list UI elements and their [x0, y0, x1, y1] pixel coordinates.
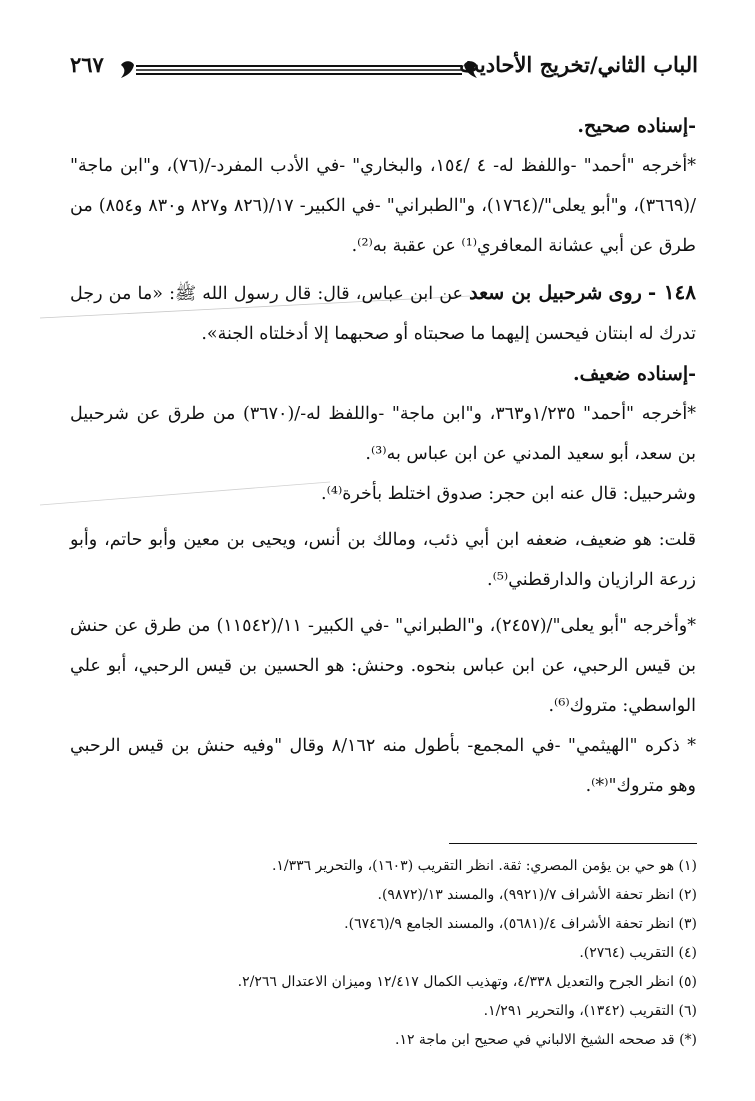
header-ornament-rule	[120, 59, 478, 81]
footnote: (*) قد صححه الشيخ الالباني في صحيح ابن ماجة ١٢.	[394, 1032, 697, 1048]
hadith-narrator: شرحبيل بن سعد	[469, 282, 603, 304]
chapter-title: الباب الثاني/تخريج الأحاديث	[459, 52, 698, 77]
page-number: ٢٦٧	[70, 52, 104, 77]
footnote-separator	[449, 843, 697, 844]
hadith-148	[70, 272, 696, 354]
isnad-daif-heading: -إسناده ضعيف.	[573, 363, 696, 385]
isnad-sahih-heading: -إسناده صحيح.	[577, 115, 696, 137]
takhrij-paragraph-1: *أخرجه "أحمد" -واللفظ له- ٤ /١٥٤، والبخاري" -في الأدب المفرد-/(٧٦)، و"ابن ماجة" /(٣٦٦٩)، و"أبو يعلى"/(١٧٦٤)، و"الطبراني" -في الكبير- ١٧/(٨٢٦ و٨٢٧ و٨٣٠ و٨٥٤) من طرق عن أبي عشانة المعافري⁽¹⁾ عن عقبة به⁽²⁾.	[70, 156, 697, 256]
hadith-verb: روى	[608, 282, 642, 304]
page-header	[70, 52, 698, 88]
haythami-note: * ذكره "الهيثمي" -في المجمع- بأطول منه ٨/١٦٢ وقال "وفيه حنش بن قيس الرحبي وهو متروك"⁽*⁾.	[70, 736, 696, 796]
footnote: (١) هو حي بن يؤمن المصري: ثقة. انظر التقريب (١٦٠٣)، والتحرير ١/٣٣٦.	[271, 858, 697, 874]
hadith-text: عن ابن عباس، قال: قال رسول الله ﷺ: «ما من رجل تدرك له ابنتان فيحسن إليهما ما صحبتاه أو صحبهما إلا أدخلتاه الجنة».	[70, 284, 696, 344]
takhrij-paragraph-2: *أخرجه "أحمد" ١/٢٣٥و٣٦٣، و"ابن ماجة" -واللفظ له-/(٣٦٧٠) من طرق عن شرحبيل بن سعد، أبو سعيد المدني عن ابن عباس به⁽³⁾.	[70, 404, 696, 464]
footnote: (٤) التقريب (٢٧٦٤).	[579, 945, 697, 961]
takhrij-paragraph-3: *وأخرجه "أبو يعلى"/(٢٤٥٧)، و"الطبراني" -في الكبير- ١١/(١١٥٤٢) من طرق عن حنش بن قيس الرحبي، عن ابن عباس بنحوه. وحنش: هو الحسين بن قيس الرحبي، أبو علي الواسطي: متروك⁽⁶⁾.	[70, 616, 697, 716]
footnote: (٦) التقريب (١٣٤٢)، والتحرير ١/٢٩١.	[483, 1003, 697, 1019]
narrator-note: وشرحبيل: قال عنه ابن حجر: صدوق اختلط بأخرة⁽⁴⁾.	[321, 484, 696, 504]
hadith-number: ١٤٨ -	[647, 280, 696, 304]
footnote: (٣) انظر تحفة الأشراف ٤/(٥٦٨١)، والمسند الجامع ٩/(٦٧٤٦).	[344, 916, 697, 932]
author-comment: قلت: هو ضعيف، ضعفه ابن أبي ذئب، ومالك بن أنس، ويحيى بن معين وأبو حاتم، وأبو زرعة الرازيان والدارقطني⁽⁵⁾.	[70, 530, 696, 590]
footnote: (٢) انظر تحفة الأشراف ٧/(٩٩٢١)، والمسند ١٣/(٩٨٧٢).	[377, 887, 697, 903]
page-body	[70, 106, 696, 806]
footnotes	[71, 852, 697, 1055]
footnote: (٥) انظر الجرح والتعديل ٤/٣٣٨، وتهذيب الكمال ١٢/٤١٧ وميزان الاعتدال ٢/٢٦٦.	[237, 974, 697, 990]
